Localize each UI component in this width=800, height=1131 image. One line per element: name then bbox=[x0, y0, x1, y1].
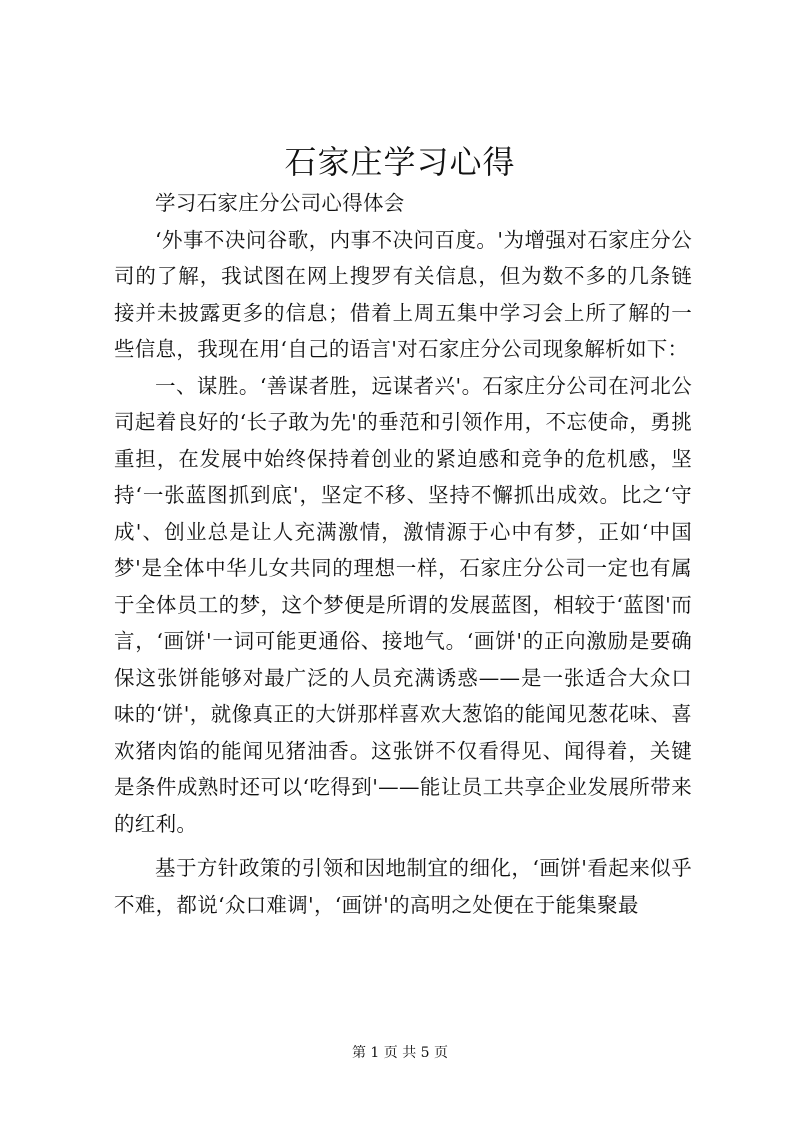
page-number-footer: 第 1 页 共 5 页 bbox=[351, 1045, 449, 1061]
paragraph-section-one: 一、谋胜。‘善谋者胜，远谋者兴'。石家庄分公司在河北公司起着良好的‘长子敢为先'的垂范和引领作用，不忘使命，勇挑重担，在发展中始终保持着创业的紧迫感和竞争的危机感，坚持‘一张蓝图抓到底'，坚定不移、坚持不懈抓出成效。比之‘守成'、创业总是让人充满激情，激情源于心中有梦，正如‘中国梦'是全体中华儿女共同的理想一样，石家庄分公司一定也有属于全体员工的梦，这个梦便是所谓的发展蓝图，相较于‘蓝图'而言，‘画饼'一词可能更通俗、接地气。‘画饼'的正向激励是要确保这张饼能够对最广泛的人员充满诱惑——是一张适合大众口味的‘饼'，就像真正的大饼那样喜欢大葱馅的能闻见葱花味、喜欢猪肉馅的能闻见猪油香。这张饼不仅看得见、闻得着，关键是条件成熟时还可以‘吃得到'——能让员工共享企业发展所带来的红利。 bbox=[114, 373, 692, 836]
paragraph-subtitle: 学习石家庄分公司心得体会 bbox=[155, 191, 405, 215]
document-body bbox=[114, 185, 692, 923]
paragraph-continuation: 基于方针政策的引领和因地制宜的细化，‘画饼'看起来似乎不难，都说‘众口难调'，‘画饼'的高明之处便在于能集聚最 bbox=[114, 856, 692, 917]
document-title: 石家庄学习心得 bbox=[284, 143, 516, 181]
paragraph-intro: ‘外事不决问谷歌，内事不决问百度。'为增强对石家庄分公司的了解，我试图在网上搜罗有关信息，但为数不多的几条链接并未披露更多的信息；借着上周五集中学习会上所了解的一些信息，我现在用‘自己的语言'对石家庄分公司现象解析如下： bbox=[114, 227, 692, 361]
